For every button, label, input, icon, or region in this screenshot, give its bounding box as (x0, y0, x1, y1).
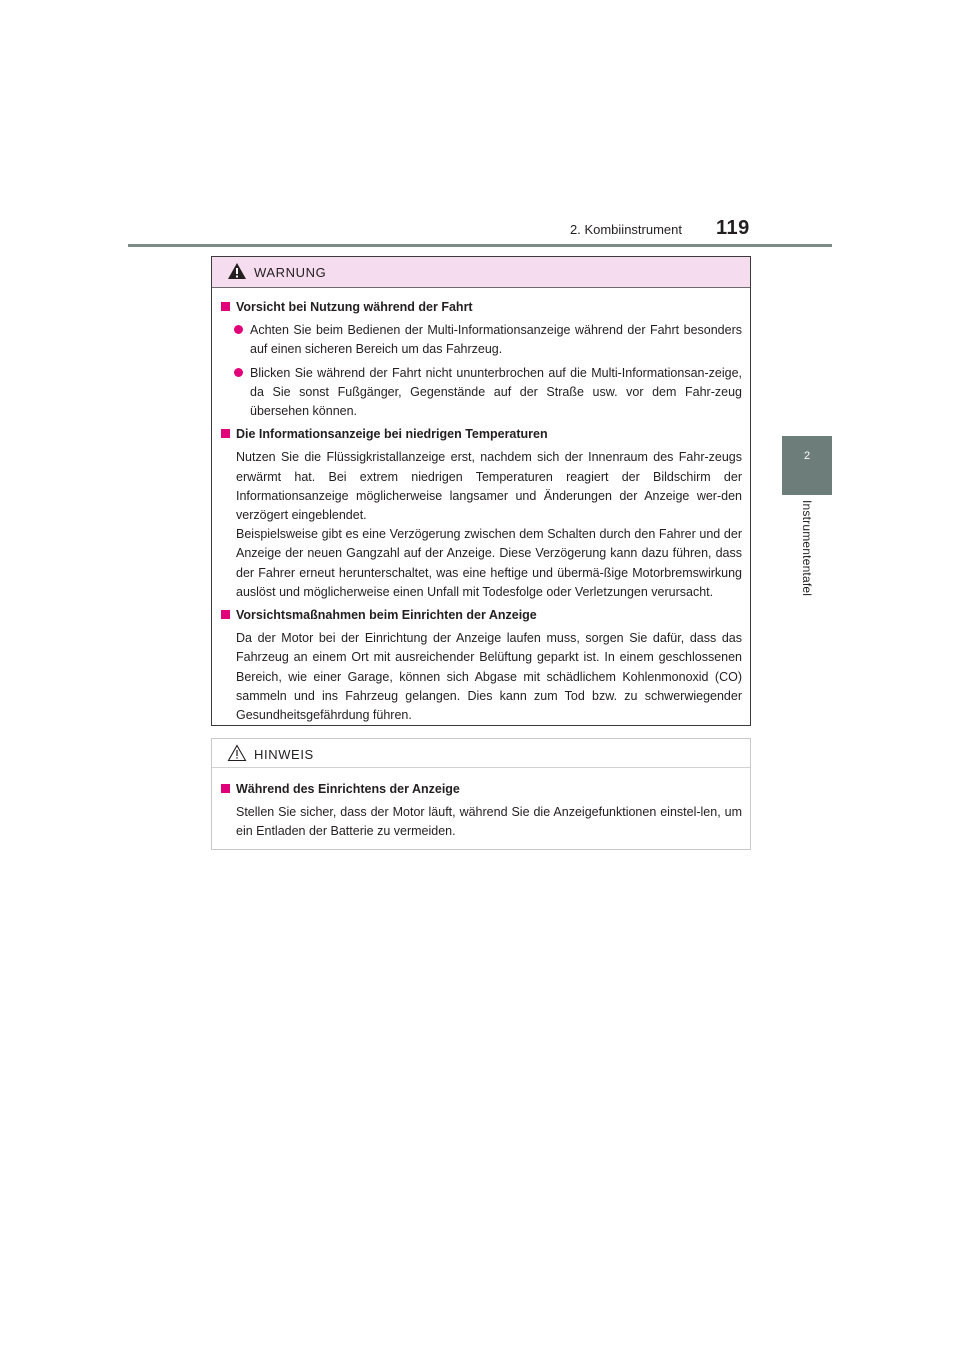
chapter-label: Instrumententafel (800, 500, 814, 597)
warning-bullet: Blicken Sie während der Fahrt nicht ununterbrochen auf die Multi-Informationsan-zeige, da Sie sonst Fußgänger, Gegenstände auf der Straße usw. vor dem Fahr-zeug übersehen können. (220, 364, 742, 422)
warning-heading-setup: Vorsichtsmaßnahmen beim Einrichten der Anzeige (220, 606, 742, 625)
round-bullet-icon (234, 325, 243, 334)
warning-paragraph: Beispielsweise gibt es eine Verzögerung zwischen dem Schalten durch den Fahrer und der Anzeige der neuen Gangzahl auf der Anzeige. Diese Verzögerung kann dazu führen, dass der Fahrer erneut herunterschaltet, was eine heftige und übermä-ßige Motorbremswirkung auslöst und möglicherweise einen Unfall mit Todesfolge oder Verletzungen verursacht. (236, 527, 742, 599)
warning-heading-driving: Vorsicht bei Nutzung während der Fahrt (220, 298, 742, 317)
warning-paragraph: Nutzen Sie die Flüssigkristallanzeige erst, nachdem sich der Innenraum des Fahr-zeugs erwärmt hat. Bei extrem niedrigen Temperaturen reagiert der Bildschirm der Informationsanzeige möglicherweise langsamer und Änderungen der Anzeige wer-den verzögert eingeblendet. (236, 450, 742, 523)
warning-body (212, 288, 750, 725)
square-bullet-icon (221, 610, 230, 619)
chapter-tab (782, 436, 832, 495)
warning-header (212, 257, 750, 288)
notice-heading-setup: Während des Einrichtens der Anzeige (220, 780, 742, 799)
warning-triangle-icon (227, 262, 247, 280)
notice-header (212, 739, 750, 768)
notice-title: HINWEIS (254, 747, 314, 762)
notice-body (212, 768, 750, 842)
square-bullet-icon (221, 302, 230, 311)
square-bullet-icon (221, 429, 230, 438)
warning-box (211, 256, 751, 726)
square-bullet-icon (221, 784, 230, 793)
chapter-number: 2 (803, 450, 811, 462)
warning-title: WARNUNG (254, 265, 327, 280)
page-number: 119 (716, 217, 750, 239)
caution-triangle-icon (227, 744, 247, 762)
warning-heading-temperature: Die Informationsanzeige bei niedrigen Temperaturen (220, 425, 742, 444)
section-title: 2. Kombiinstrument (570, 222, 682, 237)
warning-paragraph: Da der Motor bei der Einrichtung der Anzeige laufen muss, sorgen Sie dafür, dass das Fahrzeug an einem Ort mit ausreichender Belüftung geparkt ist. In einem geschlossenen Bereich, wie einer Garage, können sich Abgase mit schädlichem Kohlenmonoxid (CO) sammeln und ins Fahrzeug gelangen. Dies kann zum Tod bzw. zu schwerwiegender Gesundheitsgefährdung führen. (236, 631, 742, 723)
header-rule (128, 244, 832, 247)
notice-paragraph: Stellen Sie sicher, dass der Motor läuft, während Sie die Anzeigefunktionen einstel-len, um ein Entladen der Batterie zu vermeiden. (236, 805, 742, 839)
round-bullet-icon (234, 368, 243, 377)
warning-bullet: Achten Sie beim Bedienen der Multi-Informationsanzeige während der Fahrt besonders auf einen sicheren Bereich um das Fahrzeug. (220, 321, 742, 359)
notice-box (211, 738, 751, 850)
